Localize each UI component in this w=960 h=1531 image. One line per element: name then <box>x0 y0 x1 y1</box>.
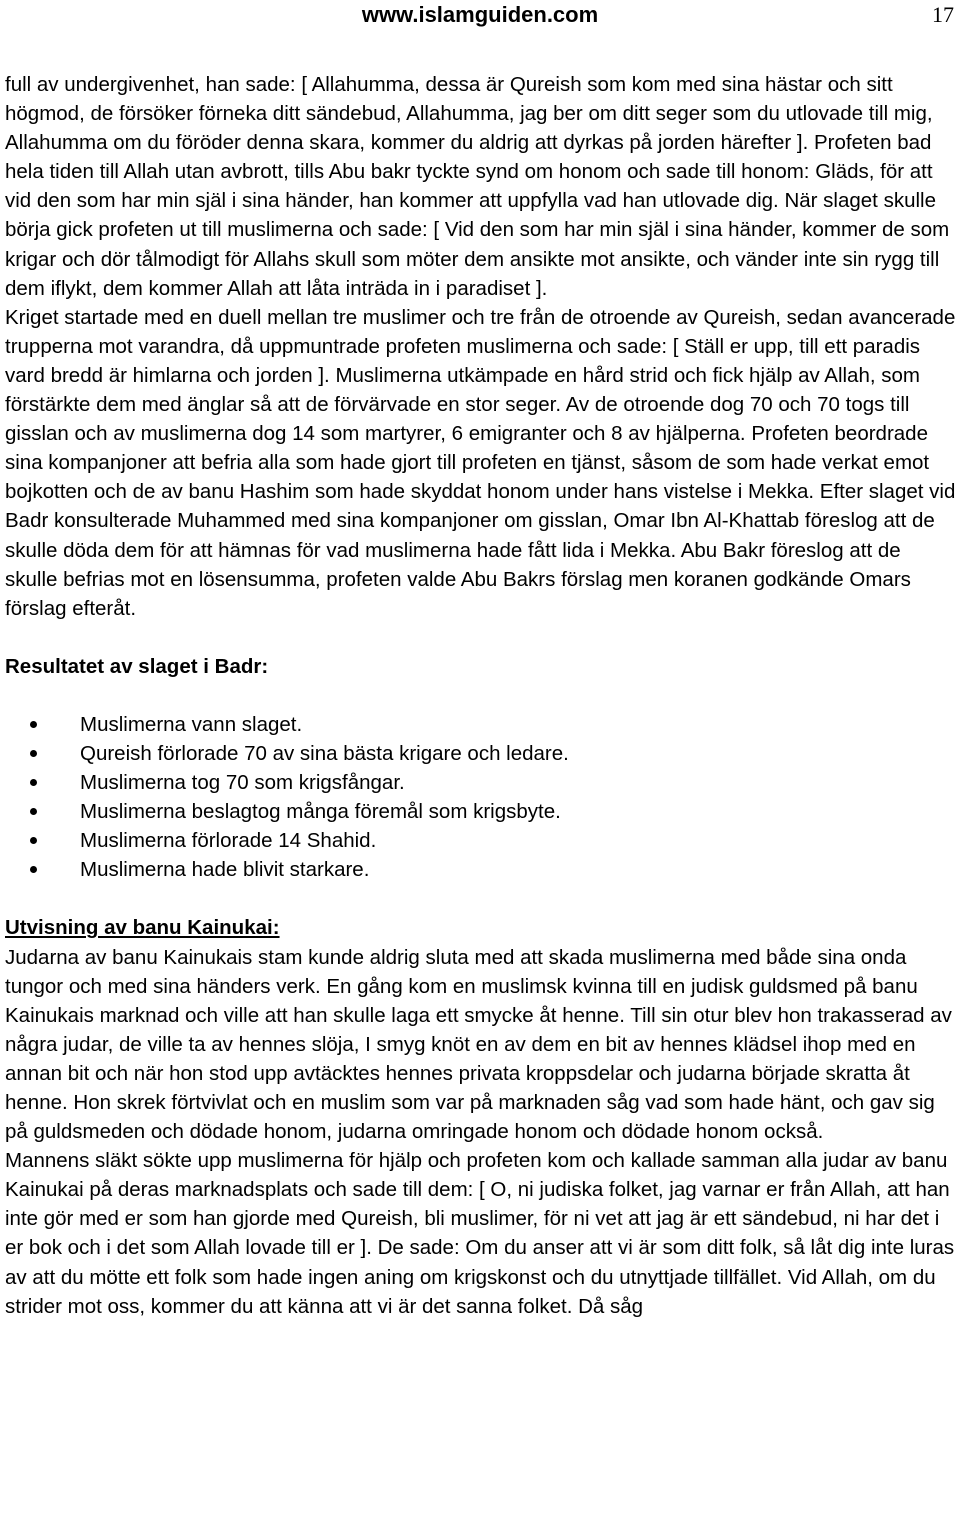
site-url: www.islamguiden.com <box>361 2 599 27</box>
section-heading-expulsion: Utvisning av banu Kainukai: <box>5 916 280 940</box>
list-item-text: Muslimerna hade blivit starkare. <box>80 858 370 882</box>
list-item <box>5 739 957 768</box>
body-paragraph-2: Kriget startade med en duell mellan tre muslimer och tre från de otroende av Qureish, sedan avancerade trupperna mot varandra, då uppmuntrade profeten muslimerna och sade: [ Ställ er upp, till ett paradis vard bredd är himlarna och jorden ]. Muslimerna utkämpade en hård strid och fick hjälp av Allah, som förstärkte dem med änglar så att de förvärvade en stor seger. Av de otroende dog 70 och 70 togs till gisslan och av muslimerna dog 14 som martyrer, 6 emigranter och 8 av hjälperna. Profeten beordrade sina kompanjoner att befria alla som hade gjort till profeten en tjänst, såsom de som hade verkat emot bojkotten och de av banu Hashim som hade skyddat honom under hans vistelse i Mekka. Efter slaget vid Badr konsulterade Muhammed med sina kompanjoner om gisslan, Omar Ibn Al-Khattab föreslog att de skulle döda dem för att hämnas för vad muslimerna hade fått lida i Mekka. Abu Bakr föreslog att de skulle befrias mot en lösensumma, profeten valde Abu Bakrs förslag men koranen godkände Omars förslag efteråt. <box>5 305 956 620</box>
list-item <box>5 768 957 797</box>
results-list <box>5 710 957 885</box>
body-paragraph-1: full av undergivenhet, han sade: [ Allahumma, dessa är Qureish som kom med sina hästar och sitt högmod, de försöker förneka ditt sändebud, Allahumma, jag ber om ditt seger som du utlovade till mig, Allahumma om du föröder denna skara, kommer du aldrig att dyrkas på jorden härefter ]. Profeten bad hela tiden till Allah utan avbrott, tills Abu bakr tyckte synd om honom och sade till honom: Gläds, för att vid den som har min själ i sina händer, han kommer att uppfylla vad han utlovade dig. När slaget skulle börja gick profeten ut till muslimerna och sade: [ Vid den som har min själ i sina händer, kommer de som krigar och dör tålmodigt för Allahs skull som möter dem ansikte mot ansikte, och vänder inte sin rygg till dem iflykt, dem kommer Allah att låta inträda in i paradiset ]. <box>5 73 950 300</box>
body-paragraph-3: Judarna av banu Kainukais stam kunde aldrig sluta med att skada muslimerna med både sina onda tungor och med sina händers verk. En gång kom en muslimsk kvinna till en judisk guldsmed på banu Kainukais marknad och ville att han skulle laga ett smycke åt henne. Till sin otur blev hon trakasserad av några judar, de ville ta av hennes slöja, I smyg knöt en av dem en bit av hennes klädsel ihop med en annan bit och när hon stod upp avtäcktes hennes privata kroppsdelar och judarna började skratta åt henne. Hon skrek förtvivlat och en muslim som var på marknaden såg vad som hade hänt, och gav sig på guldsmeden och dödade honom, judarna omringade honom och dödade honom också. <box>5 945 952 1144</box>
list-item <box>5 797 957 826</box>
bullet-icon <box>30 750 37 757</box>
list-item <box>5 855 957 884</box>
bullet-icon <box>30 837 37 844</box>
body-paragraph-4: Mannens släkt sökte upp muslimerna för hjälp och profeten kom och kallade samman alla judar av banu Kainukai på deras marknadsplats och sade till dem: [ O, ni judiska folket, jag varnar er från Allah, att han inte gör med er som han gjorde med Qureish, bli muslimer, för ni vet att jag är ett sändebud, ni har det i er bok och i det som Allah lovade till er ]. De sade: Om du anser att vi är som ditt folk, så låt dig inte luras av att du mötte ett folk som hade ingen aning om krigskonst och du utnyttjade tillfället. Vid Allah, om du strider mot oss, kommer du att känna att vi är det sanna folket. Då såg <box>5 1149 955 1318</box>
bullet-icon <box>30 779 37 786</box>
bullet-icon <box>30 808 37 815</box>
list-item-text: Qureish förlorade 70 av sina bästa krigare och ledare. <box>80 741 569 765</box>
list-item-text: Muslimerna förlorade 14 Shahid. <box>80 829 377 853</box>
bullet-icon <box>30 866 37 873</box>
list-item <box>5 710 957 739</box>
list-item-text: Muslimerna beslagtog många föremål som krigsbyte. <box>80 800 561 824</box>
list-item-text: Muslimerna vann slaget. <box>80 712 303 736</box>
bullet-icon <box>30 721 37 728</box>
list-item-text: Muslimerna tog 70 som krigsfångar. <box>80 771 405 795</box>
list-item <box>5 826 957 855</box>
document-body <box>5 70 957 1321</box>
page-number: 17 <box>932 2 954 27</box>
section-heading-results: Resultatet av slaget i Badr: <box>5 654 269 678</box>
page-header <box>0 0 960 30</box>
